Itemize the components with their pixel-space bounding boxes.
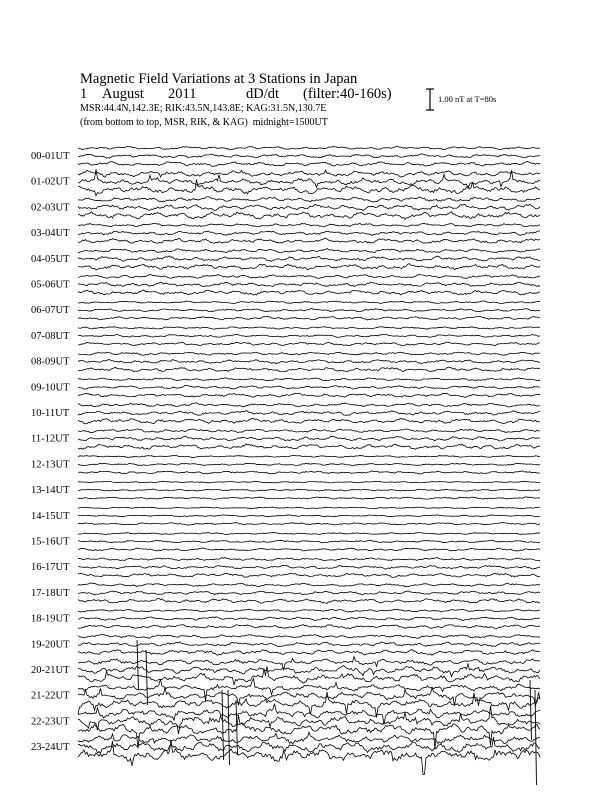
trace-rik	[78, 204, 540, 210]
trace-spike	[137, 640, 139, 690]
trace-kag	[78, 507, 540, 509]
hour-label: 06-07UT	[31, 305, 70, 317]
trace-msr	[78, 740, 540, 775]
trace-rik	[78, 737, 540, 753]
station-order-note: (from bottom to top, MSR, RIK, & KAG)	[80, 117, 248, 128]
scale-label: 1.00 nT at T=80s	[438, 94, 497, 104]
trace-kag	[78, 249, 540, 253]
trace-rik	[78, 463, 540, 466]
trace-msr	[78, 316, 540, 320]
hour-label: 16-17UT	[31, 562, 70, 574]
trace-kag	[78, 223, 540, 226]
trace-rik	[78, 411, 540, 416]
trace-kag	[78, 609, 540, 612]
trace-rik	[78, 617, 540, 621]
hour-label: 05-06UT	[31, 279, 70, 291]
trace-msr	[78, 471, 540, 474]
trace-rik	[78, 565, 540, 569]
hour-label: 23-24UT	[31, 742, 70, 754]
trace-kag	[78, 170, 540, 177]
trace-kag	[78, 378, 540, 381]
trace-kag	[78, 197, 540, 202]
trace-msr	[78, 418, 540, 424]
trace-spike	[530, 680, 532, 740]
hour-label: 10-11UT	[31, 408, 70, 419]
trace-kag	[78, 558, 540, 561]
quantity-label: dD/dt	[246, 86, 280, 102]
trace-kag	[78, 301, 540, 303]
trace-kag	[78, 327, 540, 330]
trace-rik	[78, 642, 540, 647]
trace-kag	[78, 275, 540, 279]
trace-msr	[78, 342, 540, 346]
trace-msr	[78, 548, 540, 551]
trace-kag	[78, 656, 540, 670]
trace-rik	[78, 515, 540, 517]
trace-rik	[78, 385, 540, 389]
chart-title: Magnetic Field Variations at 3 Stations in Japan	[80, 71, 358, 87]
trace-msr	[78, 367, 540, 372]
hour-label: 20-21UT	[31, 665, 70, 676]
trace-msr	[78, 573, 540, 577]
hour-label: 13-14UT	[31, 485, 70, 497]
trace-kag	[78, 146, 540, 150]
filter-label: (filter:40-160s)	[303, 86, 392, 102]
trace-msr	[78, 264, 540, 270]
hour-label: 11-12UT	[31, 433, 70, 445]
station-coordinates: MSR:44.4N,142.3E; RIK:43.5N,143.8E; KAG:31.5N,130.7E	[80, 103, 327, 114]
trace-kag	[78, 583, 540, 587]
trace-rik	[78, 540, 540, 543]
trace-kag	[78, 634, 540, 638]
hour-label: 19-20UT	[31, 639, 70, 651]
trace-kag	[78, 481, 540, 483]
trace-kag	[78, 532, 540, 534]
trace-rik	[78, 591, 540, 595]
trace-spike	[228, 690, 230, 765]
hour-label: 03-04UT	[31, 228, 70, 240]
trace-rik	[78, 154, 540, 158]
trace-kag	[78, 732, 540, 744]
trace-kag	[78, 429, 540, 433]
trace-msr	[78, 625, 540, 629]
hour-label: 02-03UT	[31, 202, 70, 214]
date-year: 2011	[168, 86, 197, 102]
trace-kag	[78, 455, 540, 457]
trace-msr	[78, 290, 540, 295]
trace-msr	[78, 212, 540, 220]
trace-msr	[78, 393, 540, 397]
hour-label: 07-08UT	[31, 330, 70, 342]
hour-label: 01-02UT	[31, 176, 70, 188]
date-day: 1	[80, 86, 88, 102]
trace-rik	[78, 282, 540, 286]
hour-label: 08-09UT	[31, 356, 70, 368]
trace-rik	[78, 489, 540, 491]
trace-msr	[78, 598, 540, 603]
trace-rik	[78, 334, 540, 337]
trace-rik	[78, 436, 540, 441]
hour-label: 12-13UT	[31, 459, 70, 471]
hour-label: 21-22UT	[31, 690, 70, 702]
hour-label: 18-19UT	[31, 613, 70, 625]
trace-kag	[78, 352, 540, 355]
trace-rik	[78, 360, 540, 364]
hour-label: 09-10UT	[31, 382, 70, 394]
trace-msr	[78, 238, 540, 243]
hour-label: 15-16UT	[31, 536, 70, 548]
trace-kag	[78, 403, 540, 407]
trace-kag	[78, 704, 540, 725]
trace-rik	[78, 309, 540, 312]
trace-spike	[222, 690, 224, 760]
trace-msr	[78, 444, 540, 450]
hour-label: 00-01UT	[31, 151, 70, 162]
trace-msr	[78, 162, 540, 167]
midnight-note: midnight=1500UT	[252, 117, 328, 128]
date-month: August	[102, 86, 144, 102]
trace-msr	[78, 523, 540, 525]
hour-label: 22-23UT	[31, 716, 70, 728]
hour-label: 04-05UT	[31, 253, 70, 265]
hour-label: 17-18UT	[31, 587, 70, 599]
hour-label: 14-15UT	[31, 510, 70, 522]
trace-rik	[78, 169, 540, 188]
trace-msr	[78, 650, 540, 656]
trace-rik	[78, 256, 540, 262]
trace-msr	[78, 497, 540, 499]
trace-rik	[78, 231, 540, 236]
